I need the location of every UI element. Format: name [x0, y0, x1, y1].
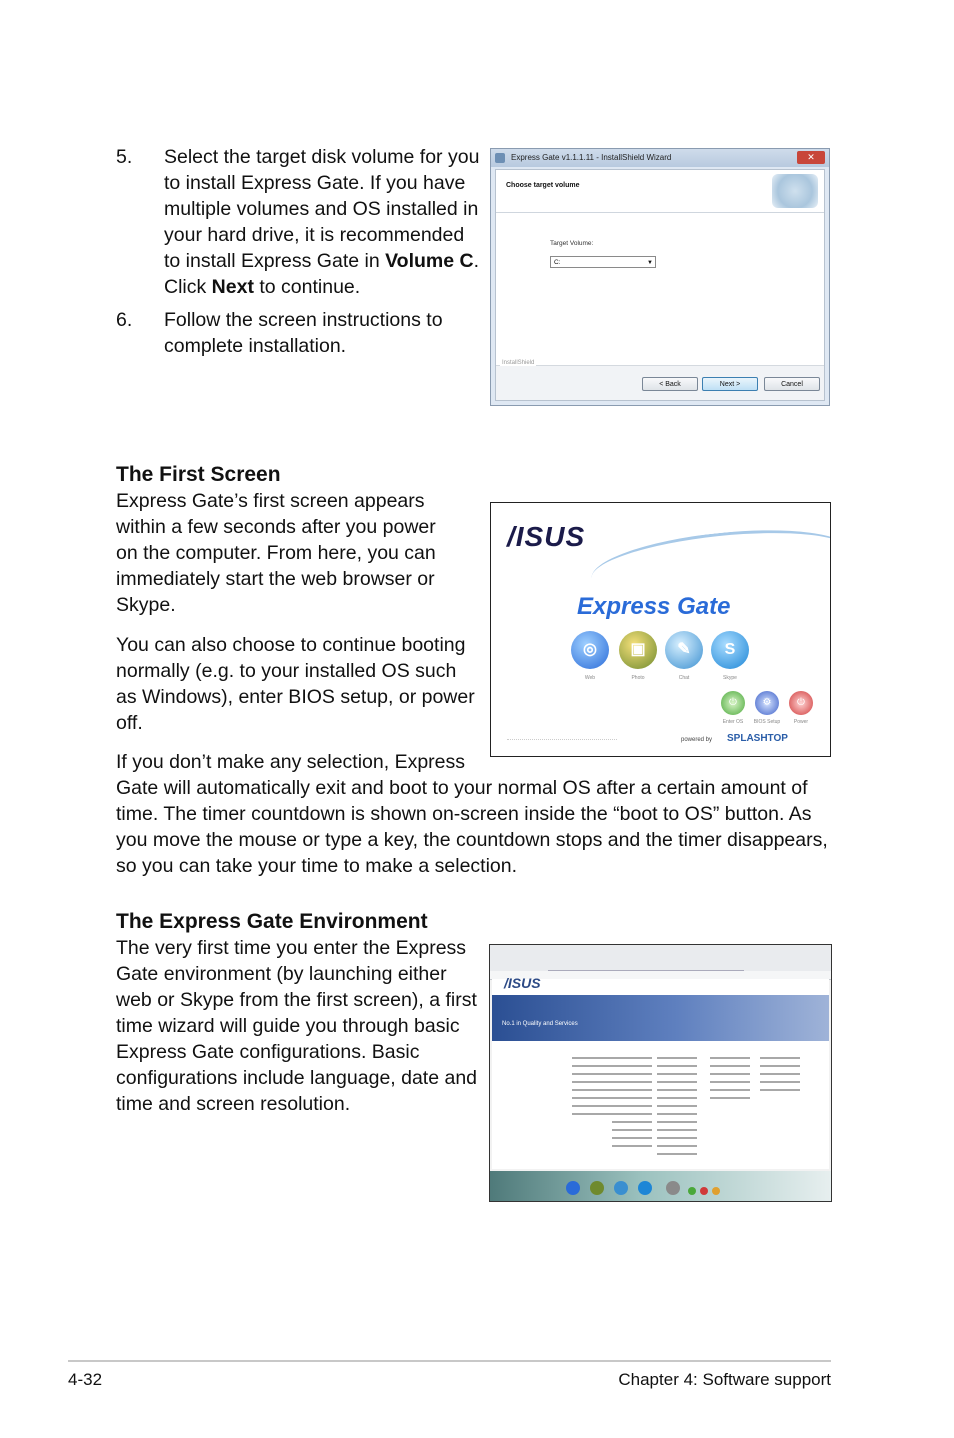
- wizard-header: [496, 170, 824, 213]
- enter-os-label: Enter OS: [722, 719, 744, 725]
- splashtop-logo: SPLASHTOP: [727, 733, 788, 744]
- target-volume-value: C:: [554, 259, 561, 266]
- skype-icon[interactable]: S: [711, 631, 749, 669]
- step-5-volume: Volume C: [385, 250, 474, 272]
- site-column: [612, 1051, 652, 1153]
- power-label: Power: [793, 719, 809, 725]
- page-top: [492, 979, 829, 995]
- first-screen-screenshot: [490, 502, 831, 757]
- settings-icon[interactable]: [666, 1181, 680, 1195]
- asus-logo: /ISUS: [507, 521, 586, 552]
- banner-text: No.1 in Quality and Services: [502, 1021, 578, 1027]
- chat-label: Chat: [678, 675, 690, 681]
- chapter-title: Chapter 4: Software support: [618, 1370, 831, 1389]
- first-screen-paragraph-1: Express Gate’s first screen appears within a few seconds after you power on the computer. From here, you can immediately start the web browser or Skype.: [116, 490, 436, 616]
- power-icon[interactable]: ⏻: [789, 691, 813, 715]
- asus-site-logo: /ISUS: [504, 975, 541, 991]
- skype-icon[interactable]: [638, 1181, 652, 1195]
- installer-icon: [495, 153, 505, 163]
- bios-setup-icon[interactable]: ⚙: [755, 691, 779, 715]
- site-column: [572, 1051, 612, 1121]
- site-column: [760, 1051, 800, 1097]
- tray-icon: [712, 1187, 720, 1195]
- cancel-button[interactable]: Cancel: [764, 377, 820, 391]
- step-5-number: 5.: [116, 146, 133, 168]
- footer-rule: [68, 1360, 831, 1362]
- close-icon[interactable]: ✕: [797, 151, 825, 164]
- environment-heading: The Express Gate Environment: [116, 910, 428, 933]
- environment-paragraph: The very first time you enter the Express Gate environment (by launching either web or Skype from the first screen), a first time wizard will guide you through basic Express Gate configurations. Basic configurations include language, date and time and screen resolution.: [116, 937, 478, 1115]
- browser-toolbar: [490, 955, 831, 972]
- site-banner: [492, 995, 829, 1041]
- next-button[interactable]: Next >: [702, 377, 758, 391]
- first-screen-heading: The First Screen: [116, 463, 281, 486]
- powered-by-label: powered by: [681, 737, 713, 743]
- photo-icon[interactable]: ▣: [619, 631, 657, 669]
- target-volume-label: Target Volume:: [550, 240, 594, 247]
- photo-icon[interactable]: [590, 1181, 604, 1195]
- back-button[interactable]: < Back: [642, 377, 698, 391]
- page-number: 4-32: [68, 1370, 103, 1389]
- step-5-next: Next: [211, 276, 254, 298]
- wizard-footer: [496, 360, 824, 400]
- chat-icon[interactable]: ✎: [665, 631, 703, 669]
- site-column: [710, 1051, 750, 1105]
- step-6-number: 6.: [116, 309, 133, 331]
- chevron-down-icon: ▼: [647, 260, 653, 266]
- installer-logo-icon: [772, 174, 818, 208]
- step-6-text: Follow the screen instructions to complete installation.: [164, 309, 443, 357]
- first-screen-paragraph-3-rest: Gate will automatically exit and boot to your normal OS after a certain amount of time. The timer countdown is shown on-screen inside the “boot to OS” button. As you move the mouse or type a key, the countdown stops and the timer disappears, so you can take your time to make a selection.: [116, 777, 828, 877]
- site-content: [492, 1041, 829, 1169]
- enter-os-icon[interactable]: ⏻: [721, 691, 745, 715]
- enter-os-icon[interactable]: [688, 1187, 696, 1195]
- step-5-text: Select the target disk volume for you to install Express Gate. If you have multiple volumes and OS installed in your hard drive, it is recommended to install Express Gate in Volume C. Click Next to continue.: [164, 146, 480, 298]
- power-icon[interactable]: [700, 1187, 708, 1195]
- site-column: [657, 1051, 697, 1161]
- target-volume-select[interactable]: [550, 256, 656, 268]
- express-gate-logo: Express Gate: [577, 593, 731, 620]
- web-icon[interactable]: [566, 1181, 580, 1195]
- installshield-label: InstallShield: [502, 360, 535, 366]
- wizard-title: Express Gate v1.1.1.11 - InstallShield Wizard: [511, 153, 672, 162]
- skype-label: Skype: [723, 675, 737, 681]
- web-label: Web: [584, 675, 596, 681]
- bios-setup-label: BIOS Setup: [753, 719, 781, 725]
- fine-print: [507, 739, 617, 750]
- express-gate-taskbar: [490, 1171, 831, 1201]
- wizard-titlebar: [491, 149, 829, 167]
- photo-label: Photo: [631, 675, 645, 681]
- chat-icon[interactable]: [614, 1181, 628, 1195]
- first-screen-paragraph-3-start: If you don’t make any selection, Express: [116, 751, 466, 773]
- wizard-header-title: Choose target volume: [506, 182, 580, 189]
- wizard-body: [495, 169, 825, 401]
- web-icon[interactable]: ◎: [571, 631, 609, 669]
- first-screen-paragraph-2: You can also choose to continue booting normally (e.g. to your installed OS such as Windows), enter BIOS setup, or power off.: [116, 634, 475, 734]
- environment-screenshot: [489, 944, 832, 1202]
- install-wizard-screenshot: [490, 148, 830, 406]
